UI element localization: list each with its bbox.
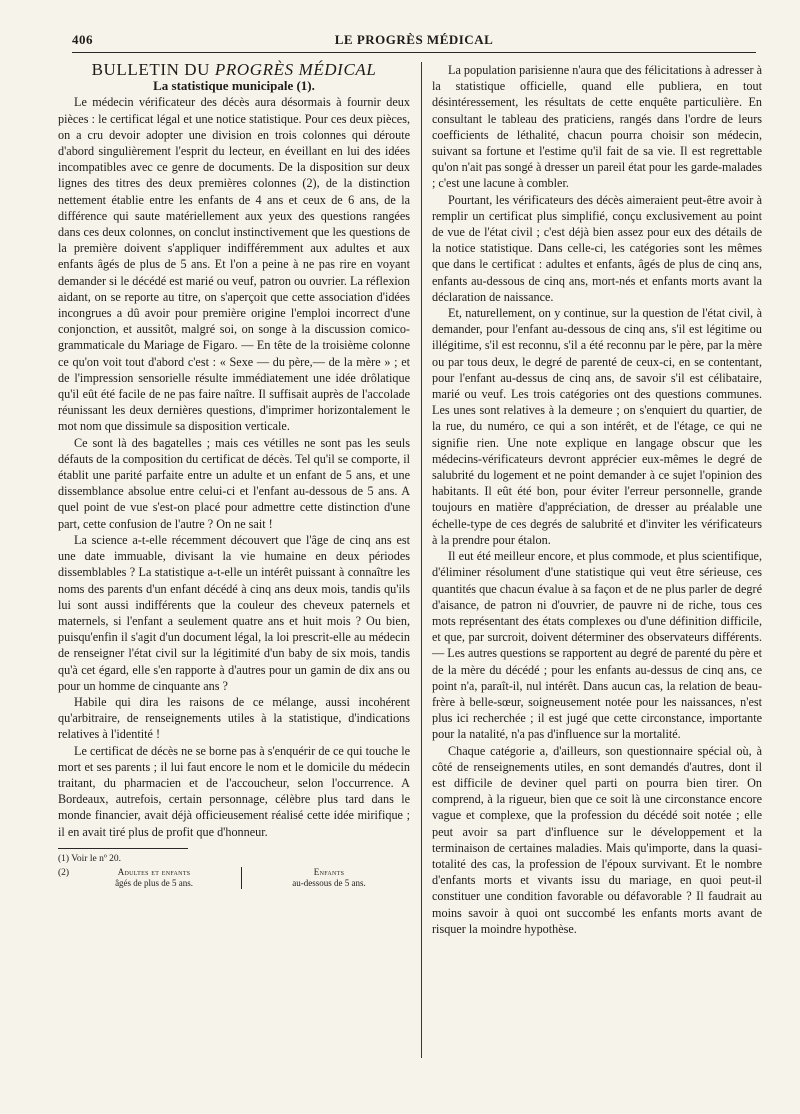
footnote-column-children-sub: au-dessous de 5 ans. — [292, 877, 366, 888]
left-column — [58, 62, 410, 889]
footnote-column-separator — [241, 867, 242, 889]
footnote-1: (1) Voir le nº 20. — [58, 853, 122, 864]
body-paragraph: Le certificat de décès ne se borne pas à s'enquérir de ce qui touche le mort et ses parents ; il lui faut encore le nom et le domicile du médecin traitant, du pharmacien et de l'accoucheur, selon l'occurrence. A Bordeaux, autrefois, certain personnage, célèbre plus tard dans le monde financier, avait déjà officieusement réalisé cette idée mirifique ; il en avait tiré plus de profit que d'honneur. — [58, 743, 410, 839]
footnote-column-adults-sub: âgés de plus de 5 ans. — [115, 877, 194, 888]
journal-name: LE PROGRÈS MÉDICAL — [334, 32, 494, 47]
body-paragraph: Habile qui dira les raisons de ce mélange, aussi incohérent qu'arbitraire, de renseignements utiles à la statistique, d'indications relatives à l'identité ! — [58, 694, 410, 742]
footnotes — [58, 853, 410, 889]
body-paragraph: Pourtant, les vérificateurs des décès aimeraient peut-être avoir à remplir un certificat plus simplifié, conçu exclusivement au point de vue de l'état civil ; c'est déjà bien assez pour eux des détails de la notice statistique. Dans celle-ci, les catégories sont les mêmes que dans le certificat : adultes et enfants, âgés de plus de cinq ans, enfants au-dessous de cinq ans, mort-nés et enfants morts avant la déclaration de naissance. — [432, 192, 762, 304]
bulletin-title-italic: PROGRÈS MÉDICAL — [214, 60, 377, 79]
footnote-column-adults — [73, 867, 235, 889]
running-head — [72, 30, 756, 53]
footnote-2-table — [58, 867, 410, 889]
body-paragraph: Chaque catégorie a, d'ailleurs, son questionnaire spécial où, à côté de renseignements utiles, en sont demandés d'autres, dont il est difficile de deviner quel parti on pourra bien tirer. On comprend, à la rigueur, bien que ce soit là une circonstance encore vague et complexe, que la profession du décédé soit notée ; elle peut avoir sa part d'influence sur le développement et la terminaison de certaines maladies. Mais qu'importe, dans la quasi-totalité des cas, la profession de l'époux survivant. Et le nombre d'enfants morts et vivants issu du mariage, en quoi peut-il constituer une condition favorable ou défavorable ? Il faudrait au moins savoir à quoi ont succombé les enfants morts avant de risquer la moindre hypothèse. — [432, 743, 762, 936]
right-column — [432, 62, 762, 937]
body-paragraph: La science a-t-elle récemment découvert que l'âge de cinq ans est une date immuable, divisant la vie humaine en deux périodes dissemblables ? La statistique a-t-elle un intérêt puissant à connaître les noms des parents d'un enfant décédé à cinq ans deux mois, tandis qu'ils lui sont aussi indifférents que la couleur des cheveux paternels et maternels, si l'enfant a seulement quatre ans et huit mois ? Ou bien, puisqu'enfin il s'agit d'un document légal, la loi prescrit-elle au médecin de renseigner l'état civil sur la légitimité d'un baby de six mois, tandis qu'à cet égard, elle s'en rapporte à d'autres pour un gamin de dix ans ou pour un homme de cinquante ans ? — [58, 532, 410, 693]
bulletin-title-plain: BULLETIN DU — [91, 60, 215, 79]
page-number: 406 — [72, 32, 93, 47]
section-title: La statistique municipale (1). — [153, 78, 315, 94]
column-divider — [421, 62, 422, 1058]
footnote-column-adults-heading: Adultes et enfants — [117, 866, 191, 877]
body-paragraph: La population parisienne n'aura que des félicitations à adresser à la statistique officielle, quand elle publiera, en tout désintéressement, les résultats de cette enquête particulière. En consultant le tableau des praticiens, rangés dans l'ordre de leurs coefficients de léthalité, chacun pourra choisir son médecin, suivant sa fortune et l'estime qu'il fait de sa vie. Il est regrettable qu'on n'ait pas songé à dresser un pareil état pour les garde-malades ; c'est une lacune à combler. — [432, 63, 762, 191]
footnote-2-label: (2) — [58, 867, 70, 878]
body-paragraph: Le médecin vérificateur des décès aura désormais à fournir deux pièces : le certificat légal et une notice statistique. Pour ces deux pièces, on a cru devoir adopter une division en trois colonnes qui déroute d'abord singulièrement l'esprit du lecteur, en éveillant en lui des idées incompatibles avec ce genre de documents. De la disposition sur deux lignes des titres des deux premières colonnes (2), de la distinction nettement établie entre les enfants de 4 ans et ceux de 6 ans, de la différence qui saute matériellement aux yeux des questions rangées dans ces deux colonnes, on conclut instinctivement que les questions de la première doivent s'appliquer indifféremment aux adultes et aux enfants âgés de plus de 5 ans. Et l'on a peine à ne pas rire en voyant demander si le décédé est marié ou veuf, patron ou ouvrier. La réflexion aidant, on se reporte au titre, on s'aperçoit que cette association d'idées incongrues a dû avoir pour première origine l'emploi incorrect d'une conjonction, et aussitôt, malgré soi, on songe à la discussion comico-grammaticale du Mariage de Figaro. — En tête de la troisième colonne ce qu'on voit tout d'abord c'est : « Sexe — du père,— de la mère » ; et de l'impression sensorielle résulte immédiatement une idée drôlatique qu'il eût été facile de ne pas faire naître. Il suffisait auprès de l'accolade réunissant les deux dernières questions, d'imprimer horizontalement le mot nom que dissimule sa disposition verticale. — [58, 95, 410, 434]
bulletin-title — [58, 62, 410, 78]
footnote-column-children-heading: Enfants — [313, 866, 345, 877]
footnote-column-children — [248, 867, 410, 889]
body-paragraph: Et, naturellement, on y continue, sur la question de l'état civil, à demander, pour l'enfant au-dessous de cinq ans, s'il est légitime ou illégitime, s'il est reconnu, s'il a été reconnu par le père, par la mère ou par tous deux, le degré de parenté de ceux-ci, en se contentant, pour l'enfant au-dessus de cinq ans, de savoir s'il est célibataire, marié ou veuf. Les trois catégories ont des questions communes. Les unes sont relatives à la demeure ; on s'enquiert du quartier, de la rue, du numéro, ce qui a son intérêt, et de l'étage, ce qui ne signifie rien. Une note explique en langage obscur que les médecins-vérificateurs devront apprécier eux-mêmes le degré de salubrité du logement et ne point demander à ce sujet l'opinion des habitants. Il eût été bon, pour éviter l'erreur personnelle, grande toujours en matière d'appréciation, de dresser au préalable une échelle-type de ces degrés de salubrité et d'inviter les vérificateurs à la prendre pour étalon. — [432, 306, 762, 547]
footnote-rule — [58, 848, 188, 849]
body-paragraph: Il eut été meilleur encore, et plus commode, et plus scientifique, d'éliminer résolument d'une statistique qui veut être sérieuse, ces quantités que chacun évalue à sa façon et de ne plus parler de degré d'aisance, de patron ni d'ouvrier, de pauvre ni de riche, tous ces mots représentant des états complexes ou d'une définition difficile, et que, par surcroit, doivent déterminer des observateurs différents.— Les autres questions se rapportent au degré de parenté du père et de la mère du décédé ; pour les enfants au-dessus de cinq ans, ce point n'a, paraît-il, nul intérêt. Dans aucun cas, la relation de beau-frère à belle-sœur, soigneusement notée pour les naissances, n'est plus ici recherchée ; il est jugé que cette circonstance, importante pour la natalité, n'a pas d'influence sur la mortalité. — [432, 549, 762, 742]
body-paragraph: Ce sont là des bagatelles ; mais ces vétilles ne sont pas les seuls défauts de la composition du certificat de décès. Tel qu'il se comporte, il établit une parité parfaite entre un adulte et un enfant de 5 ans, et une dissemblance absolue entre celui-ci et l'enfant au-dessous de 5 ans. A quel point de vue s'est-on placé pour admettre cette distinction d'une part, cette confusion de l'autre ? On ne sait ! — [58, 435, 410, 531]
